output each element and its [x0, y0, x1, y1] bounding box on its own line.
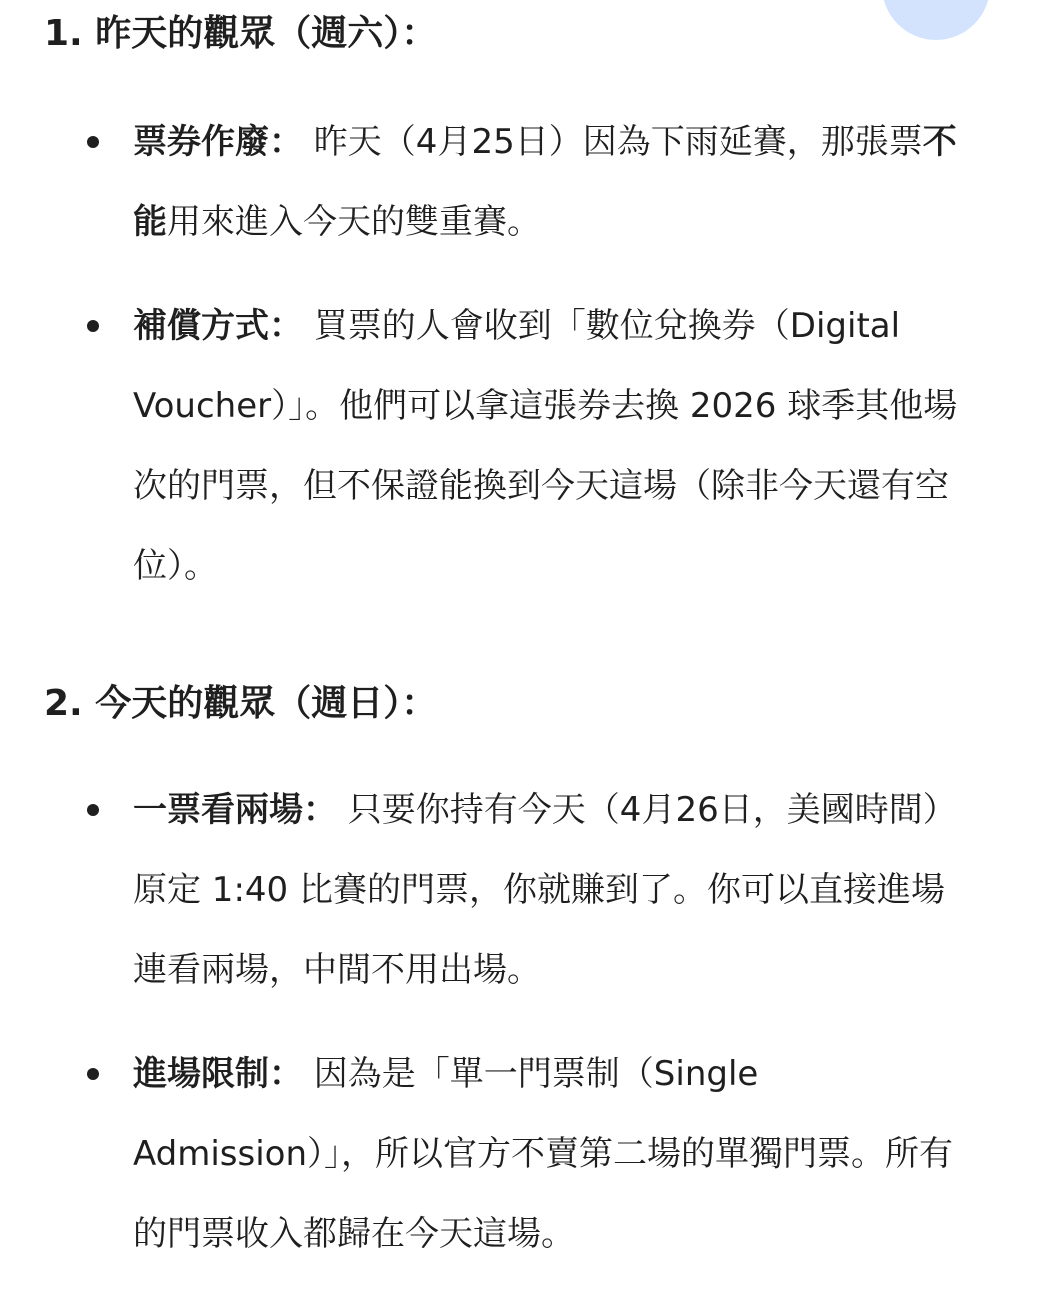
- item-text: 只要你持有今天（4月26日，美國時間）原定 1:40 比賽的門票，你就賺到了。你可以直接進場連看兩場，中間不用出場。: [133, 790, 957, 990]
- sunday-bullet-list: [44, 770, 963, 1298]
- list-item: [44, 1034, 963, 1274]
- avatar[interactable]: [882, 0, 990, 40]
- item-text: 買票的人會收到「數位兌換券（Digital Voucher）」。他們可以拿這張券去換 2026 球季其他場次的門票，但不保證能換到今天這場（除非今天還有空位）。: [133, 306, 958, 586]
- item-title: 補償方式：: [133, 306, 303, 346]
- bullet-icon: [87, 804, 99, 816]
- item-title: 票券作廢：: [133, 122, 303, 162]
- bullet-icon: [87, 136, 99, 148]
- saturday-bullet-list: [44, 102, 963, 630]
- list-item: [44, 102, 963, 262]
- list-item: [44, 286, 963, 606]
- item-text: 因為是「單一門票制（Single Admission）」，所以官方不賣第二場的單獨門票。所有的門票收入都歸在今天這場。: [133, 1054, 954, 1254]
- item-text: 昨天（4月25日）因為下雨延賽，那張票: [303, 122, 923, 162]
- list-item: [44, 770, 963, 1010]
- bullet-icon: [87, 1068, 99, 1080]
- item-title: 進場限制：: [133, 1054, 303, 1094]
- item-text: 用來進入今天的雙重賽。: [167, 202, 541, 242]
- section-heading-saturday: 1. 昨天的觀眾（週六）：: [44, 13, 438, 54]
- section-heading-sunday: 2. 今天的觀眾（週日）：: [44, 683, 438, 724]
- item-title: 一票看兩場：: [133, 790, 337, 830]
- bullet-icon: [87, 320, 99, 332]
- item-text-bold: 不能: [133, 122, 957, 242]
